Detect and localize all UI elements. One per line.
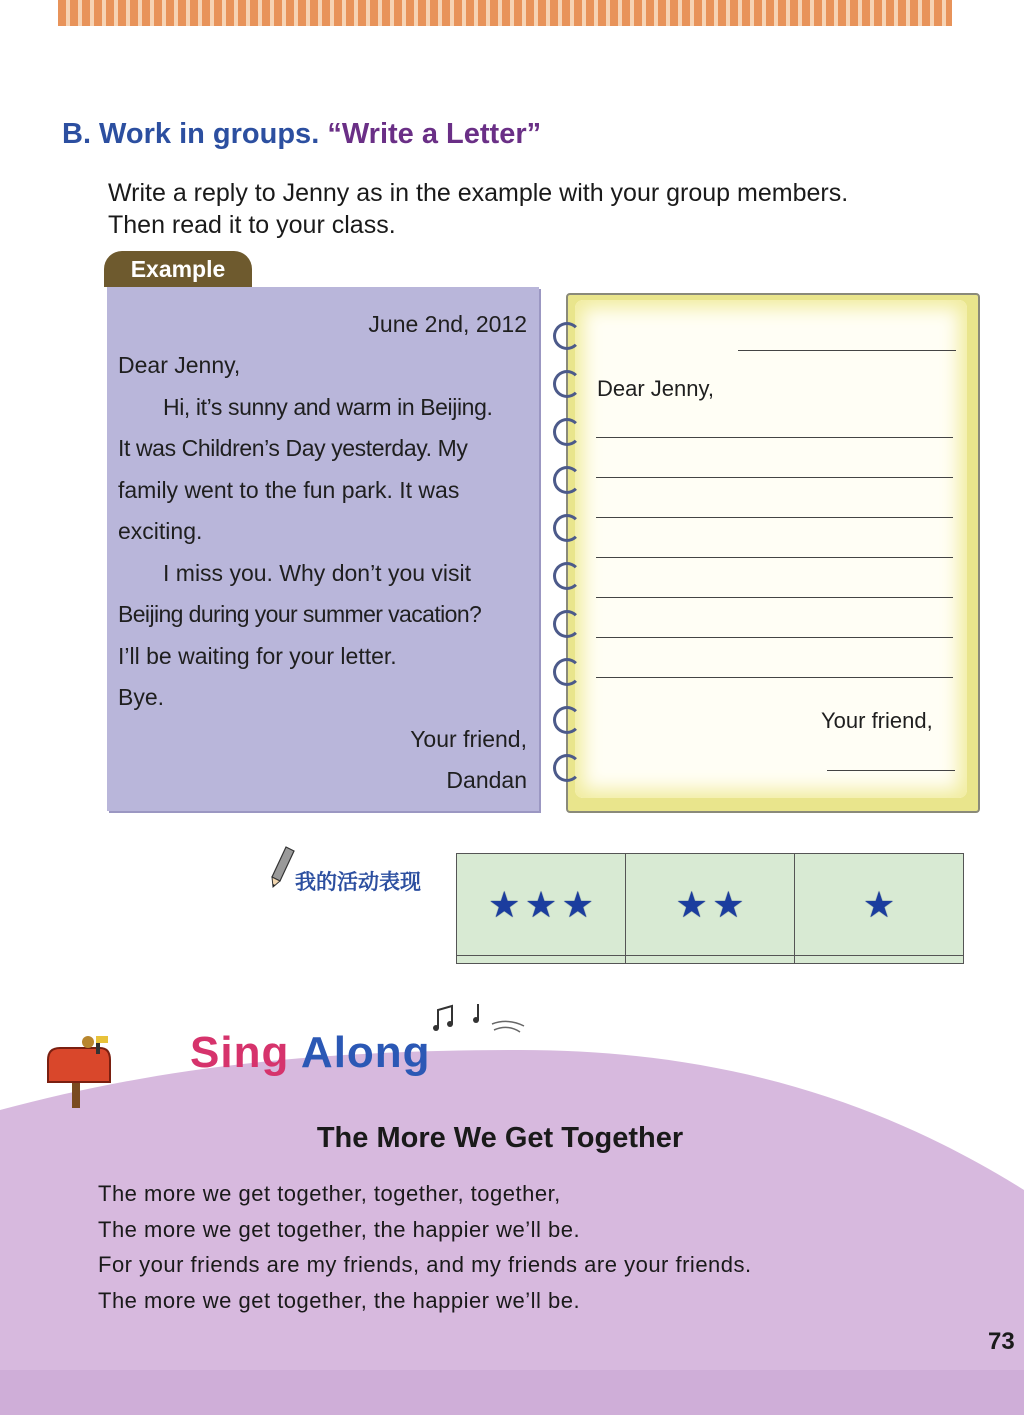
- spiral-ring: [553, 514, 581, 542]
- rating-one-star: [795, 854, 964, 956]
- writing-line[interactable]: [596, 477, 953, 478]
- star-icon: ★: [675, 883, 708, 925]
- instruction-line-1: Write a reply to Jenny as in the example with your group members.: [108, 179, 849, 207]
- sing-along-heading: [190, 1028, 431, 1078]
- spiral-ring: [553, 418, 581, 446]
- song-title: The More We Get Together: [316, 1122, 684, 1154]
- letter-signature: Dandan: [446, 767, 527, 793]
- sing-word: Sing: [190, 1028, 290, 1077]
- top-decorative-stripe: [58, 0, 952, 26]
- along-word: Along: [300, 1028, 431, 1077]
- spiral-ring: [553, 706, 581, 734]
- star-icon: ★: [712, 883, 745, 925]
- letter-body-line: I miss you. Why don’t you visit: [163, 560, 472, 586]
- writing-line[interactable]: [596, 637, 953, 638]
- rating-two-stars: [626, 854, 795, 956]
- letter-date: June 2nd, 2012: [368, 311, 527, 337]
- spiral-ring: [553, 610, 581, 638]
- spiral-ring: [553, 466, 581, 494]
- instruction-line-2: Then read it to your class.: [108, 211, 396, 239]
- letter-body-line: Beijing during your summer vacation?: [118, 601, 482, 627]
- section-title: [62, 118, 541, 151]
- example-letter: [107, 287, 539, 811]
- star-icon: ★: [488, 883, 521, 925]
- lyric-line: The more we get together, the happier we’ll be.: [98, 1217, 581, 1242]
- rating-header-row: [457, 854, 964, 956]
- page-number: 73: [988, 1328, 1015, 1355]
- mailbox-icon: [44, 1030, 114, 1110]
- lyric-line: The more we get together, the happier we’ll be.: [98, 1288, 581, 1313]
- date-blank[interactable]: [738, 350, 956, 351]
- spiral-ring: [553, 322, 581, 350]
- spiral-ring: [553, 754, 581, 782]
- rating-cell-one[interactable]: [795, 956, 964, 964]
- writing-line[interactable]: [596, 557, 953, 558]
- letter-body-line: exciting.: [118, 518, 203, 544]
- spiral-ring: [553, 370, 581, 398]
- rating-table: [456, 853, 964, 964]
- letter-body-line: I’ll be waiting for your letter.: [118, 643, 397, 669]
- letter-greeting: Dear Jenny,: [118, 352, 241, 378]
- lyric-line: The more we get together, together, together,: [98, 1181, 561, 1206]
- example-tab: Example: [104, 251, 252, 287]
- letter-body-line: Hi, it’s sunny and warm in Beijing.: [163, 394, 493, 420]
- rating-three-stars: [457, 854, 626, 956]
- section-label: B. Work in groups.: [62, 118, 320, 150]
- rating-cell-three[interactable]: [457, 956, 626, 964]
- star-icon: ★: [561, 883, 594, 925]
- writing-line[interactable]: [596, 677, 953, 678]
- spiral-ring: [553, 658, 581, 686]
- letter-body-line: It was Children’s Day yesterday. My: [118, 435, 468, 461]
- reply-closing: Your friend,: [821, 708, 933, 733]
- pencil-icon: [270, 845, 296, 889]
- section-quote: “Write a Letter”: [327, 118, 542, 150]
- music-notes-icon: [432, 1000, 528, 1040]
- writing-line[interactable]: [596, 437, 953, 438]
- letter-bye: Bye.: [118, 684, 165, 710]
- reply-greeting: Dear Jenny,: [597, 376, 714, 401]
- writing-line[interactable]: [596, 597, 953, 598]
- letter-body-line: family went to the fun park. It was: [118, 477, 460, 503]
- activity-rating-label: 我的活动表现: [295, 871, 421, 894]
- star-icon: ★: [862, 883, 896, 925]
- star-icon: ★: [524, 883, 558, 925]
- rating-check-row: [457, 956, 964, 964]
- writing-line[interactable]: [596, 517, 953, 518]
- rating-cell-two[interactable]: [626, 956, 795, 964]
- signature-blank[interactable]: [827, 770, 955, 771]
- lyric-line: For your friends are my friends, and my friends are your friends.: [98, 1252, 752, 1277]
- letter-closing: Your friend,: [410, 726, 527, 752]
- spiral-ring: [553, 562, 581, 590]
- instruction-text: [108, 177, 848, 241]
